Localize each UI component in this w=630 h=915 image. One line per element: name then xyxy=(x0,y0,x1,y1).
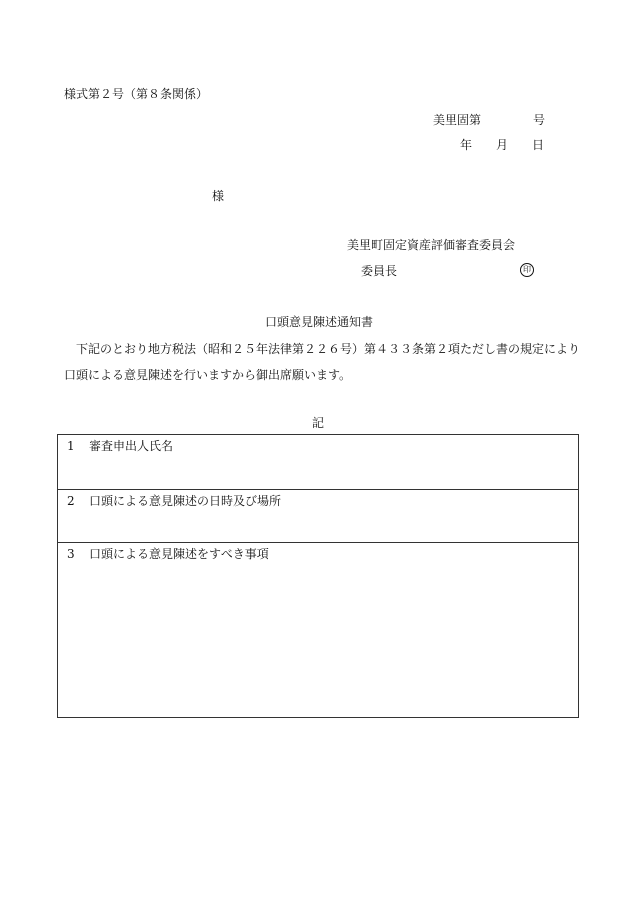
document-number xyxy=(433,112,545,128)
document-number-prefix: 美里固第 xyxy=(433,113,482,127)
ki-heading: 記 xyxy=(312,416,325,430)
committee-name: 美里町固定資産評価審査委員会 xyxy=(347,238,516,252)
item-number: 1 xyxy=(67,439,75,453)
recipient-suffix: 様 xyxy=(212,189,225,203)
date-day: 日 xyxy=(532,138,545,152)
form-label: 様式第２号（第８条関係） xyxy=(64,87,209,101)
date-year: 年 xyxy=(460,138,473,152)
seal-mark: 印 xyxy=(520,263,534,277)
item-row xyxy=(58,489,578,542)
item-row xyxy=(58,435,578,489)
document-number-suffix: 号 xyxy=(533,113,546,127)
item-row xyxy=(58,542,578,717)
date-line xyxy=(460,137,544,153)
item-label: 口頭による意見陳述の日時及び場所 xyxy=(89,494,282,508)
items-table xyxy=(57,434,579,718)
item-label: 審査申出人氏名 xyxy=(89,439,174,453)
body-text: 下記のとおり地方税法（昭和２５年法律第２２６号）第４３３条第２項ただし書の規定により口頭による意見陳述を行いますから御出席願います。 xyxy=(64,342,581,382)
item-number: 2 xyxy=(67,494,75,508)
document-title: 口頭意見陳述通知書 xyxy=(265,315,374,329)
item-label: 口頭による意見陳述をすべき事項 xyxy=(89,547,269,561)
chair-title: 委員長 xyxy=(361,264,398,278)
date-month: 月 xyxy=(496,138,509,152)
item-number: 3 xyxy=(67,547,75,561)
